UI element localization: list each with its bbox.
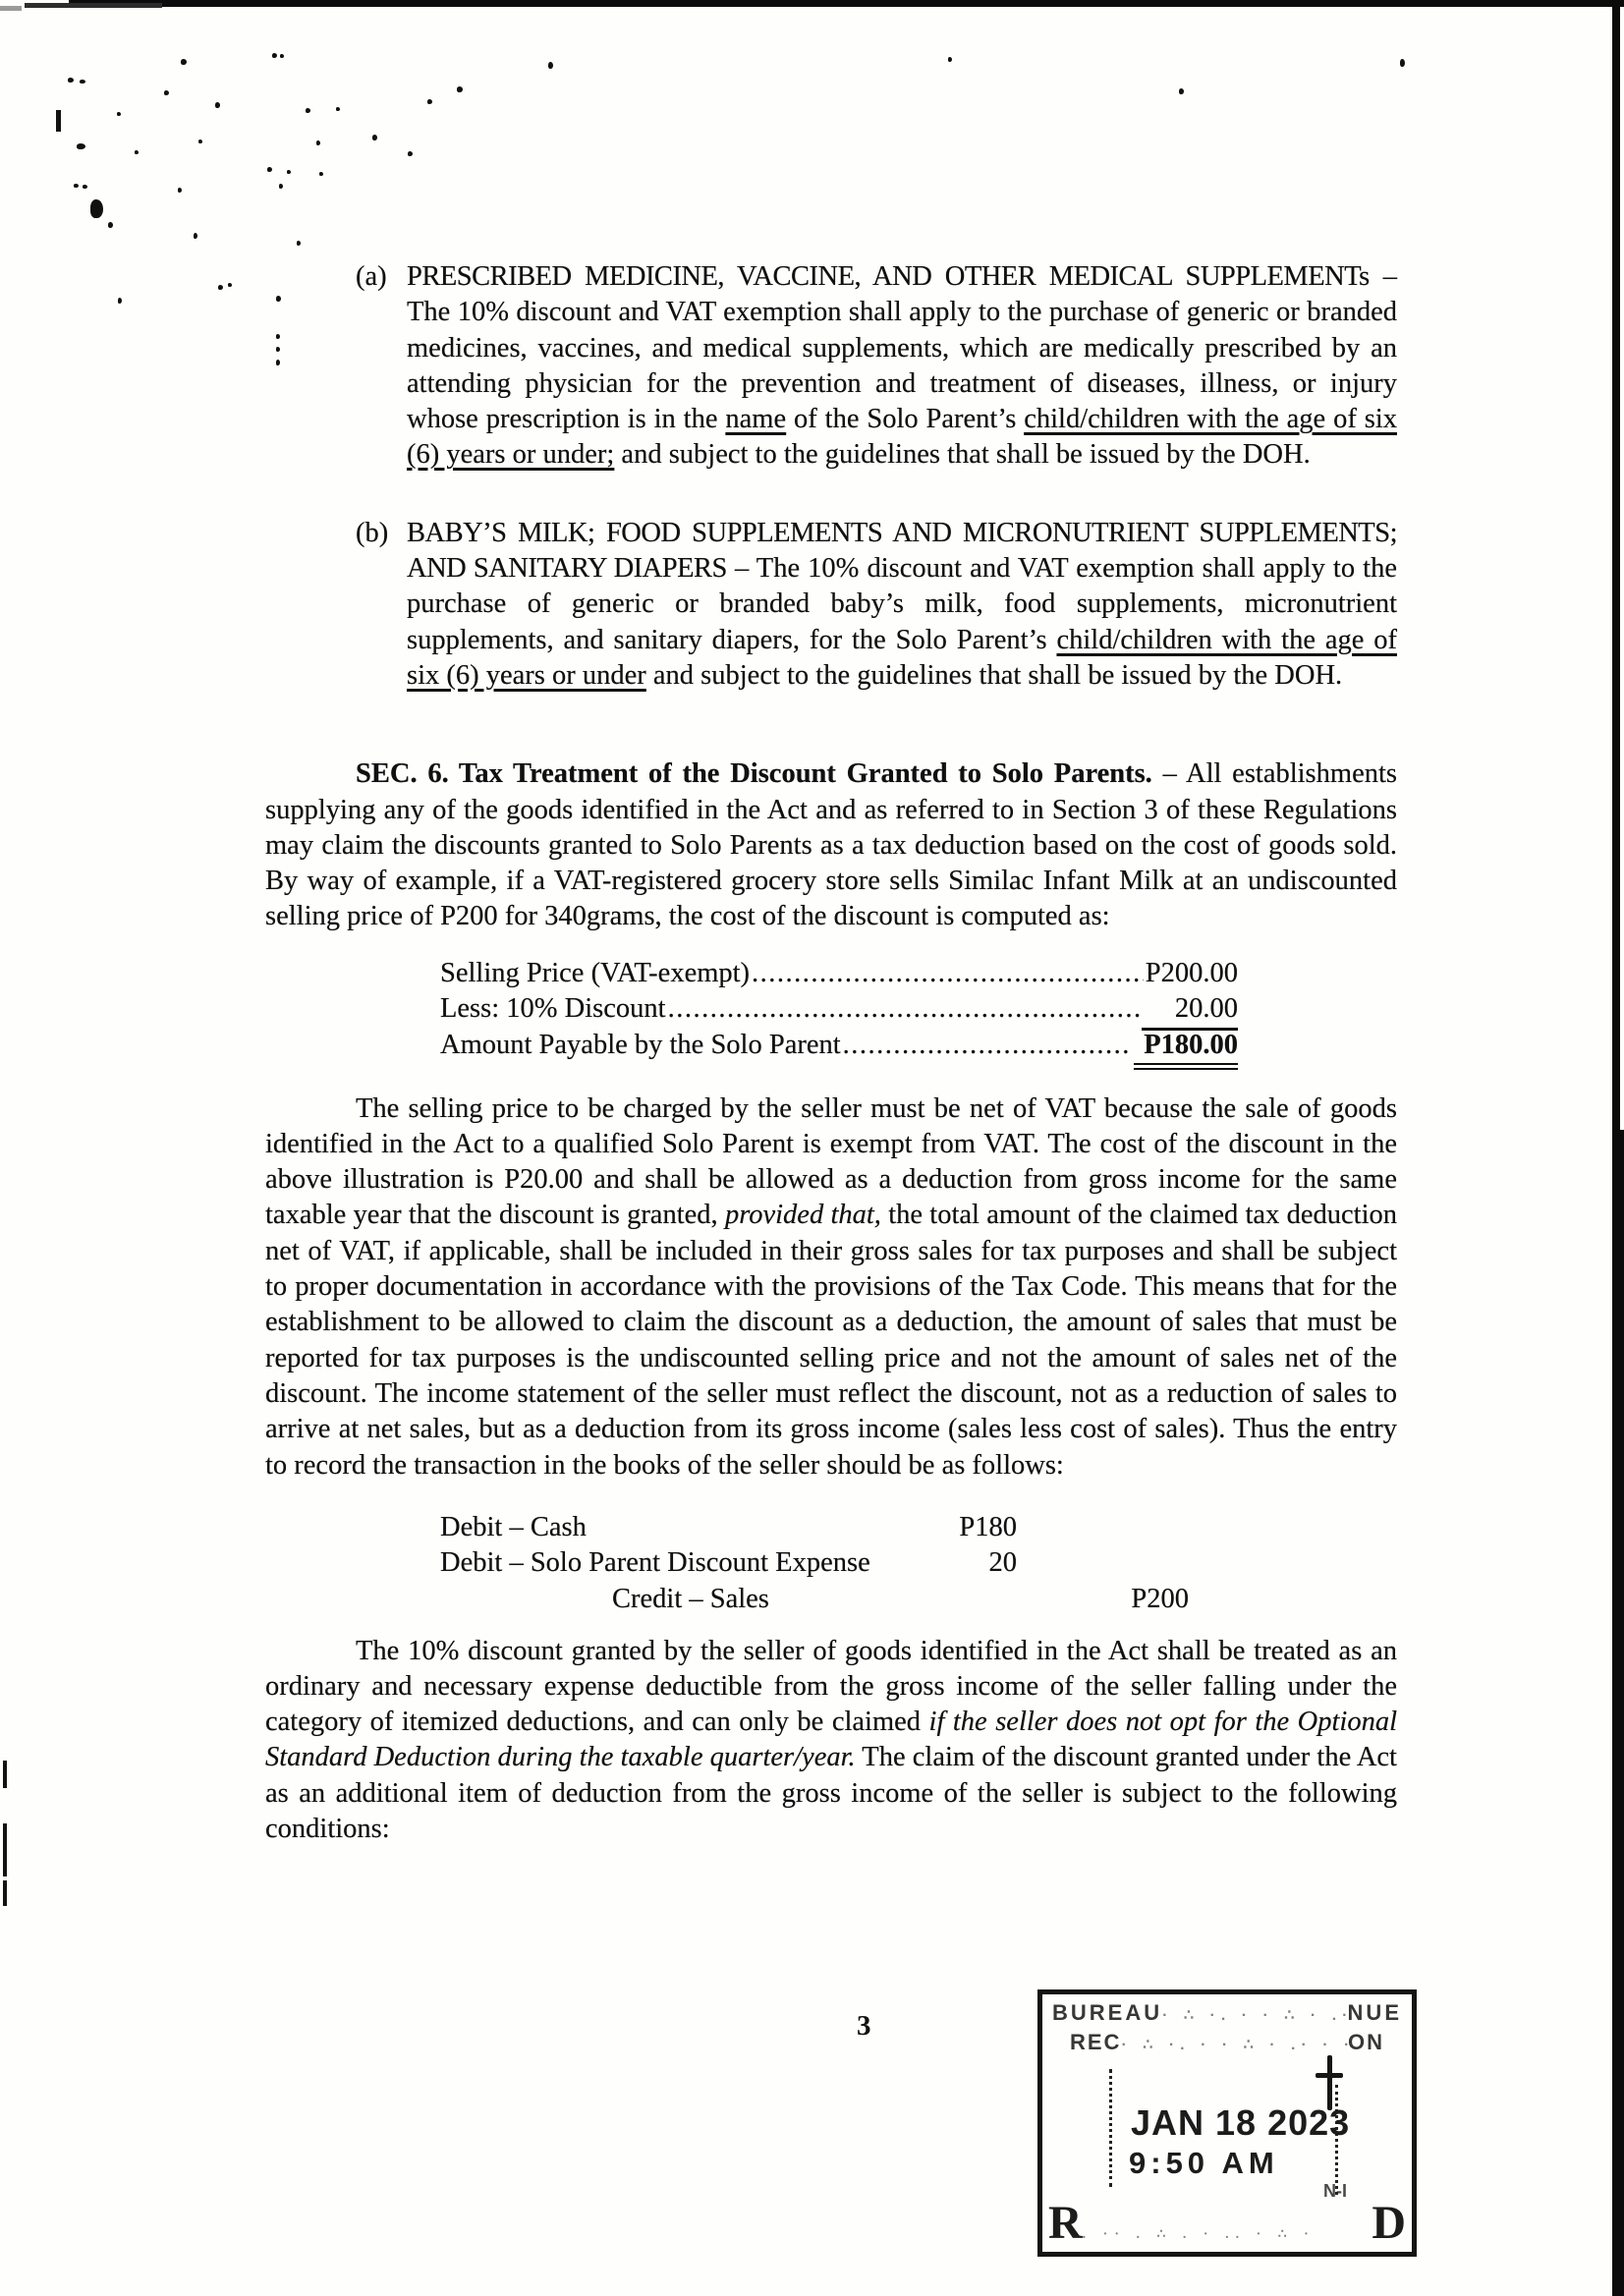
journal-entry-table xyxy=(440,1510,1397,1618)
journal-credit-amount xyxy=(1017,1510,1189,1546)
item-a-underlined-name: name xyxy=(725,404,787,435)
section-6-heading: SEC. 6. Tax Treatment of the Discount Granted to Solo Parents. xyxy=(356,758,1152,790)
noise-speck xyxy=(118,298,122,304)
list-item-b xyxy=(356,516,1397,694)
discount-computation-table xyxy=(440,956,1238,1064)
journal-label: Credit – Sales xyxy=(612,1583,769,1614)
scan-edge-line-top xyxy=(69,0,1624,7)
item-a-body-2: of the Solo Parent’s xyxy=(786,404,1025,435)
noise-speck xyxy=(457,86,463,92)
noise-speck xyxy=(372,135,377,140)
noise-speck xyxy=(276,296,281,302)
noise-speck xyxy=(408,151,413,156)
noise-speck xyxy=(427,99,432,104)
conditions-body-1: The 10% discount granted by the seller of goods identified in the Act shall be treated as an ordinary and necessary expense deductible from the gross income of the seller falling under the category of itemized deductions, and can only be claimed xyxy=(265,1635,1397,1738)
noise-speck xyxy=(280,54,284,58)
noise-speck xyxy=(306,108,310,113)
noise-speck xyxy=(108,222,113,228)
noise-speck xyxy=(178,188,182,193)
item-b-underlined-children: child/children with the age of six (6) years or under xyxy=(407,624,1397,691)
stamp-faded-ink xyxy=(1121,2030,1348,2055)
margin-tick-mark xyxy=(3,1761,7,1788)
noise-speck xyxy=(1179,88,1184,94)
noise-speck xyxy=(198,140,202,143)
scan-edge-line-top-segment xyxy=(25,3,162,8)
computation-label: Selling Price (VAT-exempt) xyxy=(440,957,751,988)
noise-speck xyxy=(68,78,74,83)
received-stamp xyxy=(1037,1989,1417,2257)
noise-speck xyxy=(135,150,139,154)
stamp-bureau-fragment-right: NUE xyxy=(1347,2000,1402,2025)
journal-debit-amount: 20 xyxy=(988,1547,1017,1579)
noise-speck xyxy=(548,62,553,69)
item-b-title: BABY’S MILK; FOOD SUPPLEMENTS AND MICRONUTRIENT SUPPLEMENTS; AND SANITARY DIAPERS xyxy=(407,517,1397,585)
noise-speck xyxy=(164,90,169,95)
noise-speck xyxy=(117,112,121,116)
journal-label: Debit – Cash xyxy=(440,1511,587,1542)
item-b-text xyxy=(407,516,1397,694)
noise-speck xyxy=(316,140,320,145)
deduction-conditions-paragraph xyxy=(265,1634,1397,1848)
noise-speck xyxy=(279,184,283,189)
vat-paragraph-body-1: The selling price to be charged by the seller must be net of VAT because the sale of goods identified in the Act to a qualified Solo Parent is exempt from VAT. The cost of the discount in the above illustration is P20.00 and shall be allowed as a deduction from gross income for the same taxable year that the discount is granted, xyxy=(265,1092,1397,1231)
noise-speck xyxy=(90,199,103,218)
computation-row-amount-payable xyxy=(440,1028,1238,1064)
margin-tick-mark xyxy=(3,1823,7,1849)
noise-speck xyxy=(267,167,272,172)
stamp-date: JAN 18 2023 xyxy=(1131,2102,1351,2143)
computation-value: 20.00 xyxy=(1142,991,1238,1030)
stamp-dotted-line-left xyxy=(1109,2069,1112,2187)
item-a-title: PRESCRIBED MEDICINE, VACCINE, AND OTHER MEDICAL SUPPLEMENTs xyxy=(407,261,1370,292)
stamp-division-fragment-right: ON xyxy=(1348,2030,1384,2054)
item-a-underlined-children: child/children with the age of six (6) years or under; xyxy=(407,404,1397,471)
stamp-time: 9:50 AM xyxy=(1129,2146,1279,2180)
computation-value: P200.00 xyxy=(1145,957,1238,988)
noise-speck xyxy=(181,59,187,65)
stamp-received-line xyxy=(1048,2196,1406,2250)
conditions-body-2: The claim of the discount granted under the Act as an additional item of deduction from the gross income of the seller is subject to the following conditions: xyxy=(265,1742,1397,1845)
stamp-bureau-fragment-left: BUREAU xyxy=(1052,2000,1163,2025)
list-item-a xyxy=(356,259,1397,474)
stamp-faded-ink xyxy=(1162,2000,1347,2026)
vat-paragraph-body-2: the total amount of the claimed tax deduction net of VAT, if applicable, shall be included in their gross sales for tax purposes and shall be subject to proper documentation in accordance with the provisions of the Tax Code. This means that for the establishment to be allowed to claim the discount as a deduction, the amount of sales that must be reported for tax purposes is the undiscounted selling price and not the amount of sales net of the discount. The income statement of the seller must reflect the discount, not as a reduction of sales to arrive at net sales, but as a deduction from its gross income (sales less cost of sales). Thus the entry to record the transaction in the books of the seller should be as follows: xyxy=(265,1200,1397,1481)
journal-credit-amount xyxy=(1017,1545,1189,1582)
scan-edge-dash xyxy=(0,6,22,11)
computation-value: P180.00 xyxy=(1134,1028,1238,1070)
noise-speck xyxy=(77,143,85,149)
noise-speck xyxy=(276,347,280,352)
section-6-body: – All establishments supplying any of the goods identified in the Act and as referred to in Section 3 of these Regulations may claim the discounts granted to Solo Parents as a tax deduction based on the cost of goods sold. By way of example, if a VAT-registered grocery store sells Similac Infant Milk at an undiscounted selling price of P200 for 340grams, the cost of the discount is computed as: xyxy=(265,758,1397,932)
margin-tick-mark xyxy=(3,1880,7,1906)
noise-speck xyxy=(80,80,85,84)
item-a-body-1: – The 10% discount and VAT exemption shall apply to the purchase of generic or branded medicines, vaccines, and medical supplements, which are medically prescribed by an attending physician for the prevention and treatment of diseases, illness, or injury whose prescription is in the xyxy=(407,261,1398,435)
stamp-division-line xyxy=(1052,2030,1402,2055)
noise-speck xyxy=(276,360,280,365)
journal-credit-amount: P200 xyxy=(1131,1583,1189,1614)
item-a-text xyxy=(407,259,1397,474)
computation-label: Amount Payable by the Solo Parent xyxy=(440,1029,841,1060)
computation-label: Less: 10% Discount xyxy=(440,993,666,1025)
osd-italic: if the seller does not opt for the Optional Standard Deduction during the taxable quarter/year. xyxy=(265,1707,1398,1773)
computation-row-discount xyxy=(440,991,1238,1028)
stamp-division-fragment-left: REC xyxy=(1070,2030,1122,2054)
document-body xyxy=(265,259,1397,1847)
noise-speck xyxy=(272,53,277,58)
margin-tick-mark xyxy=(3,1847,7,1876)
noise-speck xyxy=(287,170,291,174)
noise-speck xyxy=(194,233,197,239)
provided-that-italic: provided that, xyxy=(724,1200,881,1231)
noise-speck xyxy=(276,334,280,339)
journal-label: Debit – Solo Parent Discount Expense xyxy=(440,1547,870,1579)
margin-tick-mark xyxy=(56,110,61,132)
noise-speck xyxy=(336,107,340,111)
stamp-ink-mark xyxy=(1316,2073,1343,2078)
noise-speck xyxy=(215,102,220,108)
stamp-bureau-line xyxy=(1052,2000,1402,2026)
vat-explanation-paragraph xyxy=(265,1092,1397,1484)
noise-speck xyxy=(74,184,79,188)
dot-leader xyxy=(668,991,1140,1027)
item-b-body-1: – The 10% discount and VAT exemption shall apply to the purchase of generic or branded baby’s milk, food supplements, micronutrient supplements, and sanitary diapers, for the Solo Parent’s xyxy=(407,553,1397,655)
item-b-marker: (b) xyxy=(356,517,389,548)
noise-speck xyxy=(948,57,952,62)
noise-speck xyxy=(228,283,232,287)
computation-row-selling-price xyxy=(440,956,1238,992)
journal-debit-amount: P180 xyxy=(959,1511,1017,1542)
dot-leader xyxy=(752,956,1144,991)
noise-speck xyxy=(319,172,323,176)
stamp-received-letter-right: D xyxy=(1372,2197,1406,2249)
noise-speck xyxy=(1400,59,1405,67)
section-6-paragraph xyxy=(265,756,1397,934)
noise-speck xyxy=(218,285,223,290)
item-a-body-3: and subject to the guidelines that shall be issued by the DOH. xyxy=(614,439,1311,471)
item-a-marker: (a) xyxy=(356,261,387,292)
stamp-code: N-I xyxy=(1323,2181,1347,2201)
scan-edge-line-right-lower xyxy=(1616,1130,1624,2296)
journal-debit-amount xyxy=(887,1582,1017,1618)
stamp-faded-ink xyxy=(1083,2196,1372,2250)
noise-speck xyxy=(297,241,301,246)
dot-leader xyxy=(843,1028,1133,1063)
page-number: 3 xyxy=(857,2010,871,2042)
noise-speck xyxy=(83,185,87,189)
item-b-body-2: and subject to the guidelines that shall be issued by the DOH. xyxy=(645,659,1343,691)
stamp-received-letter-left: R xyxy=(1048,2197,1083,2249)
